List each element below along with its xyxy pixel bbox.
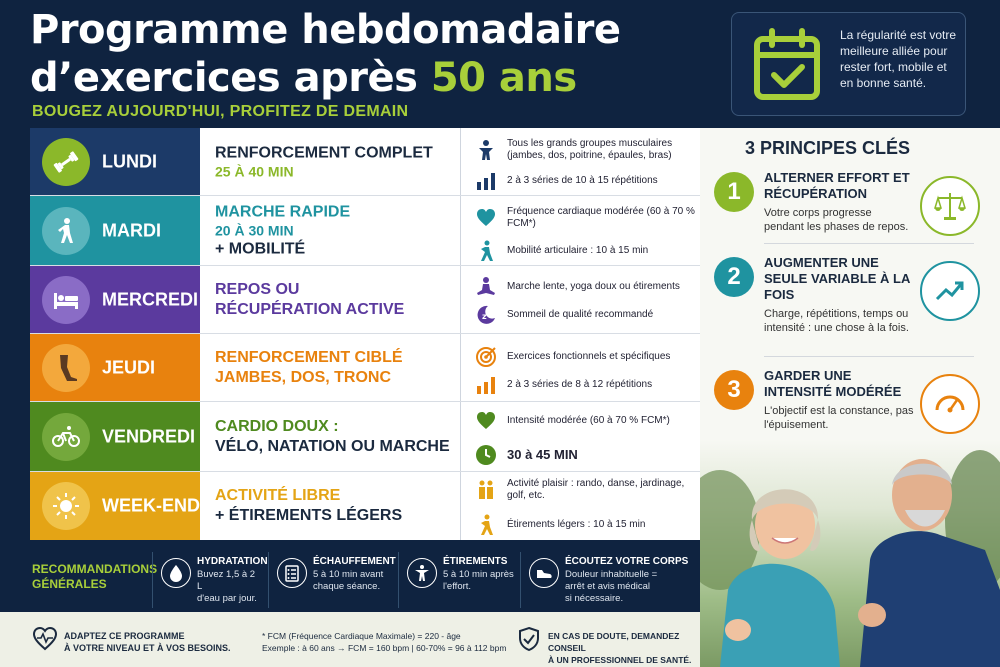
detail-item: Tous les grands groupes musculaires (jambes, dos, poitrine, épaules, bras) [475, 138, 695, 162]
principle-number: 3 [714, 370, 754, 410]
schedule-row-weekend [30, 472, 700, 540]
reco-listen-body: ÉCOUTEZ VOTRE CORPS Douleur inhabituelle = arrêt et avis médical si nécessaire. [520, 552, 696, 608]
key-principles-panel [700, 128, 1000, 458]
stretch-icon [475, 240, 497, 262]
day-cell [30, 402, 200, 471]
detail-item: 2 à 3 séries de 10 à 15 répétitions [475, 170, 695, 192]
detail-item: z Sommeil de qualité recommandé [475, 304, 695, 326]
stretch-icon [475, 514, 497, 536]
detail-item: Exercices fonctionnels et spécifiques [475, 346, 695, 368]
day-cell [30, 128, 200, 195]
svg-text:z: z [482, 312, 487, 321]
detail-item: Activité plaisir : rando, danse, jardinage, golf, etc. [475, 478, 695, 502]
footer [0, 612, 700, 667]
divider [764, 356, 974, 357]
day-name: JEUDI [102, 357, 156, 377]
bed-icon [51, 285, 81, 315]
checklist-icon [277, 558, 307, 588]
day-cell [30, 472, 200, 540]
footer-advice: EN CAS DE DOUTE, DEMANDEZ CONSEIL À UN PROFESSIONNEL DE SANTÉ. [548, 631, 692, 665]
principle-number: 2 [714, 257, 754, 297]
reco-stretching: ÉTIREMENTS 5 à 10 min après l'effort. [398, 552, 518, 608]
activity-details [460, 334, 700, 401]
footer-adapt: ADAPTEZ CE PROGRAMME À VOTRE NIVEAU ET À VOS BESOINS. [64, 631, 231, 653]
stretch-icon [407, 558, 437, 588]
activity-title: REPOS OU RÉCUPÉRATION ACTIVE [215, 280, 405, 318]
principles-title: 3 PRINCIPES CLÉS [745, 138, 911, 158]
leg-icon [51, 353, 81, 383]
principle-item: 3 GARDER UNE INTENSITÉ MODÉRÉE L'objectif est la constance, pas l'épuisement. [700, 366, 1000, 462]
day-name: WEEK-END [102, 495, 200, 516]
activity-details [460, 266, 700, 333]
schedule-row-mercredi [30, 266, 700, 334]
motto-text: La régularité est votre meilleure alliée pour rester fort, mobile et en bonne santé. [840, 28, 957, 90]
shoe-icon [529, 558, 559, 588]
divider [764, 243, 974, 244]
yoga-icon [475, 276, 497, 298]
heart-icon [475, 207, 497, 229]
bicycle-icon [51, 422, 81, 452]
reco-hydration: HYDRATATION Buvez 1,5 à 2 L d'eau par jour. [152, 552, 262, 608]
bars-icon [475, 374, 497, 396]
sun-icon [51, 491, 81, 521]
body-icon [475, 139, 497, 161]
day-name: LUNDI [102, 151, 157, 171]
detail-item: Étirements légers : 10 à 15 min [475, 514, 695, 536]
page-title: Programme hebdomadaire d’exercices après 50 ans [30, 7, 621, 101]
schedule-row-vendredi [30, 402, 700, 472]
walking-icon [51, 216, 81, 246]
weekly-schedule [30, 128, 700, 540]
day-cell [30, 196, 200, 265]
schedule-row-jeudi [30, 334, 700, 402]
detail-item: Mobilité articulaire : 10 à 15 min [475, 240, 695, 262]
gauge-icon [920, 374, 980, 434]
page-subtitle: BOUGEZ AUJOURD'HUI, PROFITEZ DE DEMAIN [32, 103, 409, 120]
activity-details [460, 128, 700, 195]
schedule-row-mardi [30, 196, 700, 266]
detail-item: 30 à 45 MIN [475, 444, 695, 466]
calendar-check-icon [752, 27, 822, 103]
activity-details [460, 402, 700, 471]
activity-title: ACTIVITÉ LIBRE + ÉTIREMENTS LÉGERS [215, 487, 403, 524]
day-cell [30, 266, 200, 333]
activity-title: MARCHE RAPIDE 20 À 30 MIN + MOBILITÉ [215, 202, 465, 259]
activity-details [460, 196, 700, 265]
footer-fcm-note: * FCM (Fréquence Cardiaque Maximale) = 220 - âge Exemple : à 60 ans → FCM = 160 bpm | 60-70% = 96 à 112 bpm [262, 631, 507, 653]
day-name: VENDREDI [102, 426, 196, 446]
activity-title: CARDIO DOUX : VÉLO, NATATION OU MARCHE [215, 417, 450, 455]
detail-item: 2 à 3 séries de 8 à 12 répétitions [475, 374, 695, 396]
activity-title: RENFORCEMENT CIBLÉ JAMBES, DOS, TRONC [215, 348, 403, 386]
clock-icon [475, 444, 497, 466]
day-cell [30, 334, 200, 401]
shield-check-icon [516, 626, 542, 652]
schedule-row-lundi [30, 128, 700, 196]
jogging-couple-illustration [700, 440, 1000, 667]
seniors-jogging-photo [700, 440, 1000, 667]
activity-title: RENFORCEMENT COMPLET 25 À 40 MIN [215, 143, 465, 180]
day-name: MERCREDI [102, 289, 199, 309]
heart-pulse-icon [32, 626, 58, 652]
drop-icon [161, 558, 191, 588]
heart-icon [475, 410, 497, 432]
reco-warmup: ÉCHAUFFEMENT 5 à 10 min avant chaque séance. [268, 552, 396, 608]
principle-number: 1 [714, 172, 754, 212]
activity-details [460, 472, 700, 540]
activity-duration: 20 À 30 MIN [215, 222, 294, 238]
detail-item: Marche lente, yoga doux ou étirements [475, 276, 695, 298]
recommendations-bar [0, 540, 700, 612]
sleep-icon [475, 304, 497, 326]
balance-icon [920, 176, 980, 236]
principle-item: 1 ALTERNER EFFORT ET RÉCUPÉRATION Votre corps progresse pendant les phases de repos. [700, 168, 1000, 264]
motto-box [731, 12, 966, 116]
target-icon [475, 346, 497, 368]
recommendations-title: RECOMMANDATIONS GÉNÉRALES [32, 562, 158, 591]
detail-item: Fréquence cardiaque modérée (60 à 70 % FCM*) [475, 206, 695, 230]
day-name: MARDI [102, 220, 161, 240]
principle-item: 2 AUGMENTER UNE SEULE VARIABLE À LA FOIS Charge, répétitions, temps ou intensité : une chose à la fois. [700, 253, 1000, 349]
dumbbell-icon [51, 147, 81, 177]
bars-icon [475, 170, 497, 192]
activity-duration: 25 À 40 MIN [215, 163, 294, 179]
people-icon [475, 479, 497, 501]
header [0, 0, 1000, 128]
detail-item: Intensité modérée (60 à 70 % FCM*) [475, 410, 695, 432]
trend-up-icon [920, 261, 980, 321]
